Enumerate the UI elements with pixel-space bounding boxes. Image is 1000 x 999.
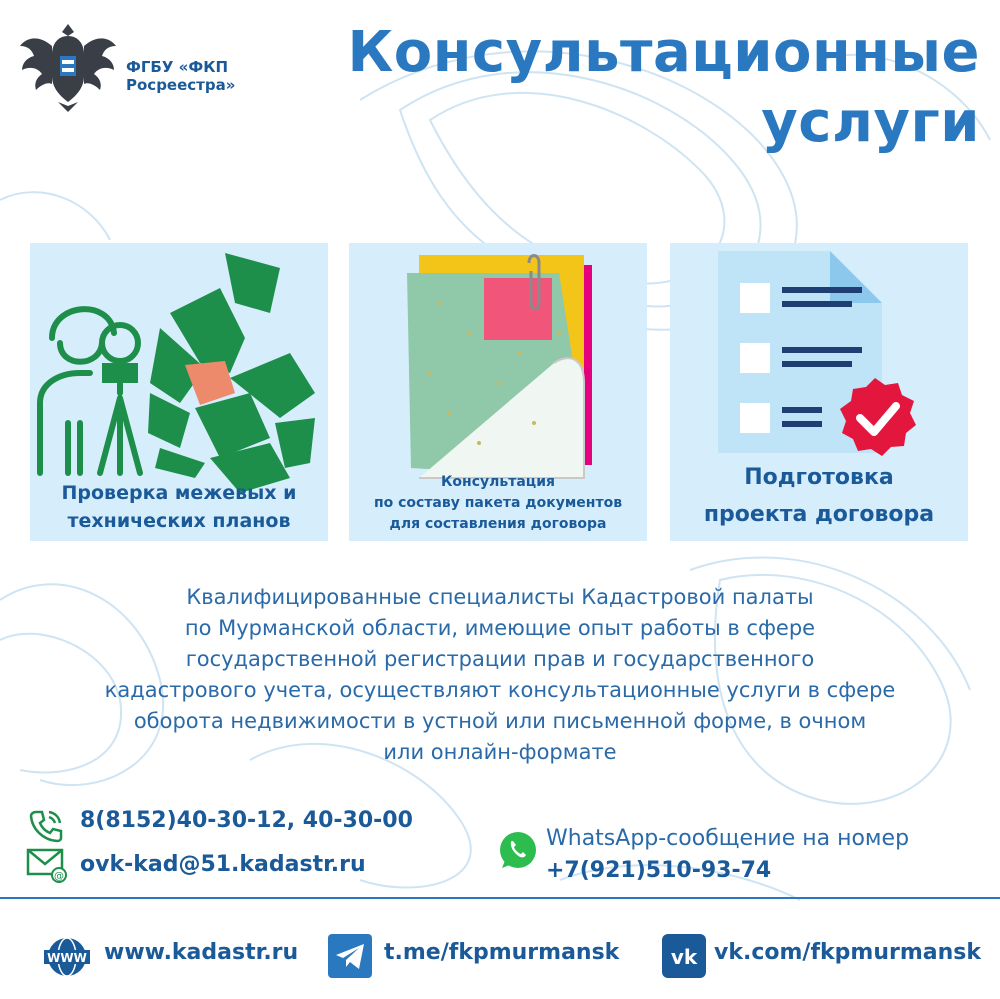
telegram-icon bbox=[328, 934, 372, 978]
service-card-contract-draft bbox=[670, 243, 968, 541]
vk-link[interactable]: vk.com/fkpmurmansk bbox=[714, 940, 981, 965]
vk-icon bbox=[662, 934, 706, 978]
service-description: Квалифицированные специалисты Кадастровой палаты по Мурманской области, имеющие опыт работы в сфере государственной регистрации прав и государственного кадастрового учета, осуществляют консультационные услуги в сфере оборота недвижимости в устной или письменной форме, в очном или онлайн-формате bbox=[104, 585, 896, 764]
footer-divider bbox=[0, 897, 1000, 899]
page-title bbox=[347, 18, 980, 158]
service-card-document-package bbox=[349, 243, 647, 541]
phone-number[interactable]: 8(8152)40-30-12, 40-30-00 bbox=[80, 808, 413, 833]
globe-icon bbox=[44, 936, 90, 978]
org-line-2: Росреестра» bbox=[126, 76, 236, 94]
whatsapp-icon bbox=[496, 828, 540, 872]
card-caption-1: Проверка межевых и технических планов bbox=[61, 482, 297, 532]
card-caption-3: Подготовка проекта договора bbox=[703, 465, 935, 527]
email-icon bbox=[26, 846, 68, 884]
title-line-2: услуги bbox=[761, 90, 980, 155]
card-caption-2: Консультация по составу пакета документов для составления договора bbox=[373, 474, 623, 532]
email-address[interactable]: ovk-kad@51.kadastr.ru bbox=[80, 852, 366, 877]
whatsapp-label: WhatsApp-сообщение на номер bbox=[546, 826, 910, 851]
organization-name bbox=[126, 58, 235, 94]
phone-icon bbox=[28, 808, 64, 844]
svg-text:@: @ bbox=[54, 871, 64, 882]
service-card-boundary-plans bbox=[30, 243, 328, 541]
svg-text:vk: vk bbox=[670, 945, 698, 969]
telegram-link[interactable]: t.me/fkpmurmansk bbox=[384, 940, 620, 965]
website-link[interactable]: www.kadastr.ru bbox=[104, 940, 299, 965]
rosreestr-eagle-logo bbox=[18, 16, 118, 116]
www-label: WWW bbox=[47, 951, 87, 965]
whatsapp-number[interactable]: +7(921)510-93-74 bbox=[546, 858, 772, 883]
org-line-1: ФГБУ «ФКП bbox=[126, 58, 229, 76]
title-line-1: Консультационные bbox=[347, 20, 980, 85]
